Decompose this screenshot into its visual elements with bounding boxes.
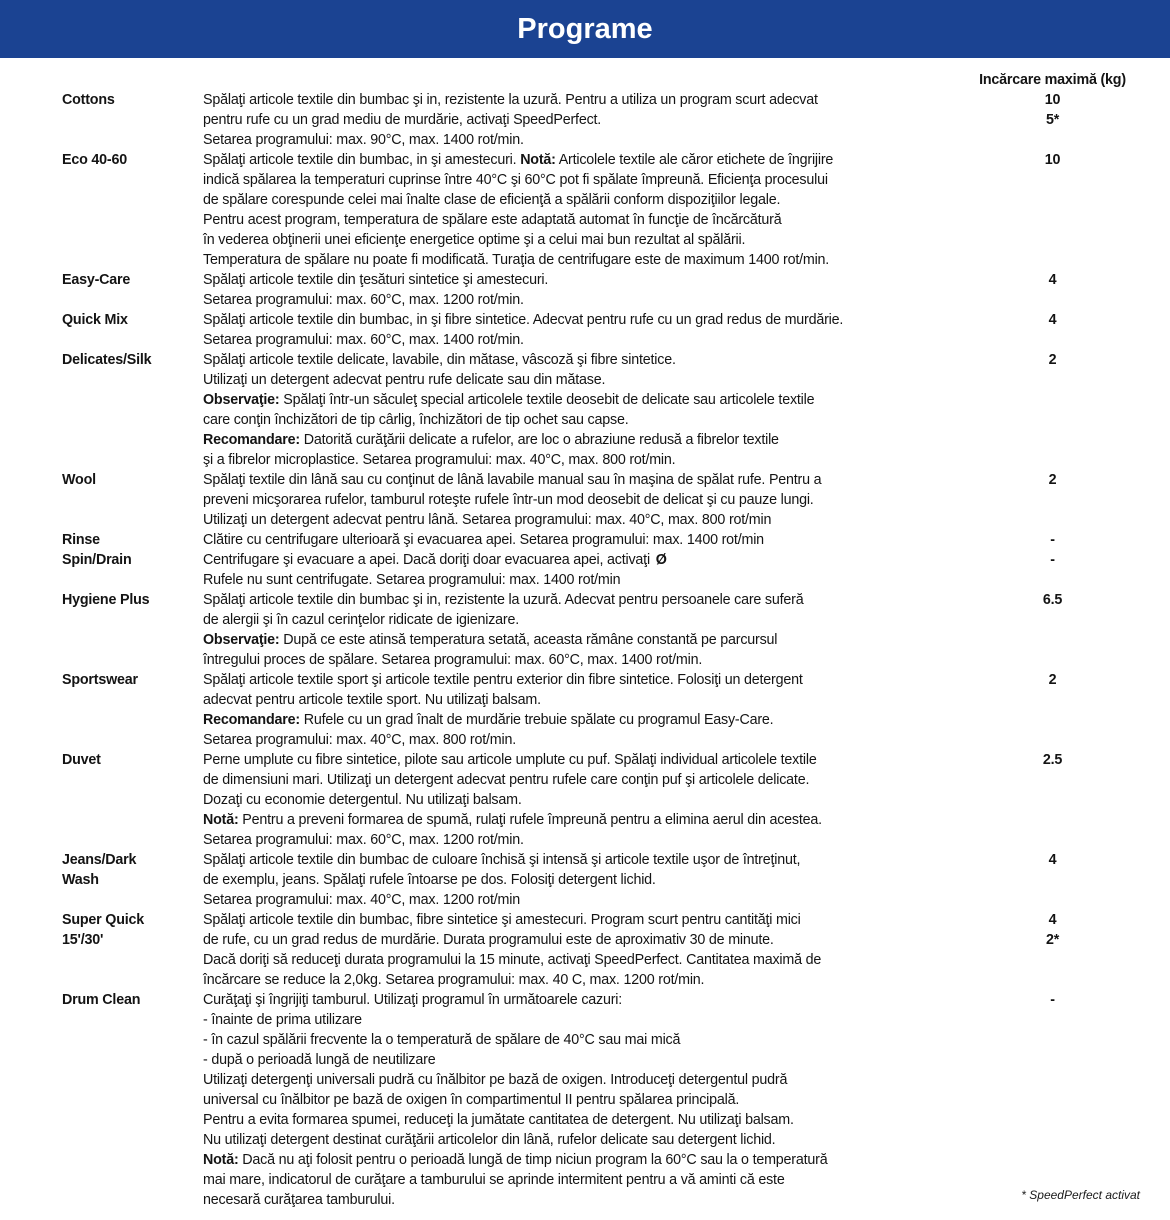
program-row [62, 990, 1140, 1210]
description-line: universal cu înălbitor pe bază de oxigen în compartimentul II pentru spălarea principală. [203, 1092, 740, 1108]
program-row [62, 550, 1140, 590]
max-load-column-header: Incărcare maximă (kg) [979, 72, 1126, 88]
description-line: Setarea programului: max. 60°C, max. 1400 rot/min. [203, 332, 524, 348]
program-name: Wool [62, 472, 96, 488]
description-line: Curăţaţi şi îngrijiţi tamburul. Utilizaţi programul în următoarele cazuri: [203, 992, 623, 1008]
max-load-values [965, 750, 1140, 850]
program-name: Spin/Drain [62, 552, 132, 568]
program-row [62, 750, 1140, 850]
program-description [203, 90, 965, 150]
description-line: Centrifugare şi evacuare a apei. Dacă doriţi doar evacuarea apei, activaţi Ø [203, 552, 667, 568]
program-name: Rinse [62, 532, 100, 548]
description-line: Recomandare: Rufele cu un grad înalt de murdărie trebuie spălate cu programul Easy-Care. [203, 712, 774, 728]
program-description [203, 350, 965, 470]
program-description [203, 670, 965, 750]
program-row [62, 470, 1140, 530]
program-name: Sportswear [62, 672, 138, 688]
max-load-values [965, 530, 1140, 550]
description-line: Setarea programului: max. 90°C, max. 1400 rot/min. [203, 132, 524, 148]
drain-icon: Ø [655, 552, 667, 568]
program-name: Super Quick 15'/30' [62, 912, 145, 948]
description-line: Notă: Pentru a preveni formarea de spumă, rulaţi rufele împreună pentru a elimina aerul din acestea. [203, 812, 822, 828]
program-row [62, 150, 1140, 270]
description-line: Recomandare: Datorită curăţării delicate a rufelor, are loc o abraziune redusă a fibrelor textile [203, 432, 779, 448]
max-load-value: - [1050, 992, 1055, 1008]
description-line: necesară curăţarea tamburului. [203, 1192, 395, 1208]
program-description [203, 470, 965, 530]
description-line: Notă: Dacă nu aţi folosit pentru o perioadă lungă de timp niciun program la 60°C sau la o temperatură [203, 1152, 828, 1168]
description-line: - în cazul spălării frecvente la o temperatură de spălare de 40°C sau mai mică [203, 1032, 681, 1048]
program-name: Delicates/Silk [62, 352, 152, 368]
program-description [203, 990, 965, 1210]
description-line: de rufe, cu un grad redus de murdărie. Durata programului este de aproximativ 30 de minute. [203, 932, 774, 948]
program-description [203, 850, 965, 910]
max-load-values [965, 590, 1140, 670]
description-line: Rufele nu sunt centrifugate. Setarea programului: max. 1400 rot/min [203, 572, 621, 588]
program-description [203, 550, 965, 590]
program-row [62, 910, 1140, 990]
description-line: Spălaţi articole textile din bumbac şi in, rezistente la uzură. Adecvat pentru persoanele care suferă [203, 592, 804, 608]
description-line: Observaţie: Spălaţi într-un săculeţ special articolele textile deosebit de delicate sau articolele textile [203, 392, 815, 408]
program-name: Easy-Care [62, 272, 131, 288]
max-load-value: 2* [1045, 932, 1060, 948]
description-line: Setarea programului: max. 40°C, max. 800 rot/min. [203, 732, 516, 748]
description-line: Spălaţi articole textile din bumbac, in şi fibre sintetice. Adecvat pentru rufe cu un grad redus de murdărie. [203, 312, 844, 328]
max-load-value: - [1050, 552, 1055, 568]
program-row [62, 530, 1140, 550]
description-line: Spălaţi articole textile din bumbac, in şi amestecuri. Notă: Articolele textile ale căror etichete de îngrijire [203, 152, 834, 168]
max-load-values [965, 850, 1140, 910]
description-line: Spălaţi textile din lână sau cu conţinut de lână lavabile manual sau în maşina de spălat rufe. Pentru a [203, 472, 822, 488]
program-row [62, 270, 1140, 310]
description-line: Dacă doriţi să reduceţi durata programului la 15 minute, activaţi SpeedPerfect. Cantitatea maximă de [203, 952, 822, 968]
description-line: Nu utilizaţi detergent destinat curăţării articolelor din lână, rufelor delicate sau detergent lichid. [203, 1132, 776, 1148]
program-name: Cottons [62, 92, 115, 108]
description-line: Pentru a evita formarea spumei, reduceţi la jumătate cantitatea de detergent. Nu utilizaţi balsam. [203, 1112, 794, 1128]
program-description [203, 910, 965, 990]
description-line: Spălaţi articole textile din bumbac de culoare închisă şi intensă şi articole textile uşor de întreţinut, [203, 852, 801, 868]
program-name: Duvet [62, 752, 101, 768]
description-line: pentru rufe cu un grad mediu de murdărie, activaţi SpeedPerfect. [203, 112, 602, 128]
program-name: Hygiene Plus [62, 592, 150, 608]
description-line: întregului proces de spălare. Setarea programului: max. 60°C, max. 1400 rot/min. [203, 652, 703, 668]
program-row [62, 590, 1140, 670]
max-load-value: 10 [1044, 152, 1061, 168]
program-description [203, 310, 965, 350]
max-load-value: 4 [1048, 312, 1057, 328]
speedperfect-footnote: * SpeedPerfect activat [1021, 1188, 1140, 1202]
description-line: indică spălarea la temperaturi cuprinse între 40°C şi 60°C pot fi spălate împreună. Eficienţa procesului [203, 172, 828, 188]
program-description [203, 590, 965, 670]
program-row [62, 350, 1140, 470]
max-load-values [965, 310, 1140, 350]
description-line: Spălaţi articole textile sport şi articole textile pentru exterior din fibre sintetice. Folosiţi un detergent [203, 672, 803, 688]
max-load-value: 2 [1048, 352, 1057, 368]
max-load-value: 5* [1045, 112, 1060, 128]
description-line: şi a fibrelor microplastice. Setarea programului: max. 40°C, max. 800 rot/min. [203, 452, 676, 468]
description-line: Setarea programului: max. 60°C, max. 1200 rot/min. [203, 292, 524, 308]
page-header-bar [0, 0, 1170, 58]
program-name: Eco 40-60 [62, 152, 127, 168]
programs-table [0, 58, 1170, 1210]
description-line: Utilizaţi detergenţi universali pudră cu înălbitor pe bază de oxigen. Introduceţi detergentul pudră [203, 1072, 788, 1088]
max-load-values [965, 910, 1140, 990]
description-line: încărcare se reduce la 2,0kg. Setarea programului: max. 40 C, max. 1200 rot/min. [203, 972, 705, 988]
table-header-row [62, 70, 1140, 90]
description-line: în vederea obţinerii unei eficienţe energetice optime şi a celui mai bun rezultat al spălării. [203, 232, 746, 248]
description-line: Pentru acest program, temperatura de spălare este adaptată automat în funcţie de încărcătură [203, 212, 782, 228]
description-line: Spălaţi articole textile din bumbac, fibre sintetice şi amestecuri. Program scurt pentru cantităţi mici [203, 912, 801, 928]
max-load-value: 4 [1048, 912, 1057, 928]
program-row [62, 670, 1140, 750]
program-name: Jeans/Dark Wash [62, 852, 137, 888]
max-load-value: 2 [1048, 472, 1057, 488]
program-description [203, 270, 965, 310]
max-load-values [965, 90, 1140, 150]
max-load-values [965, 350, 1140, 470]
program-row [62, 850, 1140, 910]
program-description [203, 530, 965, 550]
page-title: Programe [517, 13, 653, 45]
description-line: adecvat pentru articole textile sport. Nu utilizaţi balsam. [203, 692, 541, 708]
description-line: Setarea programului: max. 40°C, max. 1200 rot/min [203, 892, 520, 908]
description-line: Spălaţi articole textile din bumbac şi in, rezistente la uzură. Pentru a utiliza un program scurt adecvat [203, 92, 818, 108]
program-row [62, 310, 1140, 350]
program-name: Quick Mix [62, 312, 128, 328]
max-load-value: 4 [1048, 272, 1057, 288]
program-description [203, 150, 965, 270]
description-line: Spălaţi articole textile delicate, lavabile, din mătase, vâscoză şi fibre sintetice. [203, 352, 676, 368]
max-load-values [965, 550, 1140, 590]
description-line: preveni micşorarea rufelor, tamburul roteşte rufele într-un mod deosebit de delicat şi cu pauze lungi. [203, 492, 814, 508]
description-line: Dozaţi cu economie detergentul. Nu utilizaţi balsam. [203, 792, 522, 808]
description-line: de alergii şi în cazul cerinţelor ridicate de igienizare. [203, 612, 520, 628]
description-line: Utilizaţi un detergent adecvat pentru lână. Setarea programului: max. 40°C, max. 800 rot/min [203, 512, 772, 528]
max-load-values [965, 990, 1140, 1210]
description-line: de exemplu, jeans. Spălaţi rufele întoarse pe dos. Folosiţi detergent lichid. [203, 872, 656, 888]
description-line: Observaţie: După ce este atinsă temperatura setată, aceasta rămâne constantă pe parcursul [203, 632, 778, 648]
description-line: - după o perioadă lungă de neutilizare [203, 1052, 436, 1068]
description-line: Spălaţi articole textile din ţesături sintetice şi amestecuri. [203, 272, 549, 288]
description-line: Utilizaţi un detergent adecvat pentru rufe delicate sau din mătase. [203, 372, 606, 388]
program-row [62, 90, 1140, 150]
max-load-value: 4 [1048, 852, 1057, 868]
description-line: - înainte de prima utilizare [203, 1012, 362, 1028]
program-rows [62, 90, 1140, 1210]
max-load-values [965, 270, 1140, 310]
description-line: de spălare corespunde celei mai înalte clase de eficienţă a spălării conform dispoziţiilor legale. [203, 192, 781, 208]
max-load-value: 10 [1044, 92, 1061, 108]
description-line: care conţin închizători de tip cârlig, închizători de tip ochet sau capse. [203, 412, 629, 428]
max-load-values [965, 150, 1140, 270]
max-load-values [965, 470, 1140, 530]
program-name: Drum Clean [62, 992, 141, 1008]
program-description [203, 750, 965, 850]
description-line: Temperatura de spălare nu poate fi modificată. Turaţia de centrifugare este de maximum 1400 rot/min. [203, 252, 830, 268]
description-line: de dimensiuni mari. Utilizaţi un detergent adecvat pentru rufele care conţin puf şi articolele delicate. [203, 772, 810, 788]
description-line: Setarea programului: max. 60°C, max. 1200 rot/min. [203, 832, 524, 848]
description-line: mai mare, indicatorul de curăţare a tamburului se aprinde intermitent pentru a vă aminti că este [203, 1172, 785, 1188]
max-load-value: - [1050, 532, 1055, 548]
description-line: Clătire cu centrifugare ulterioară şi evacuarea apei. Setarea programului: max. 1400 rot/min [203, 532, 764, 548]
max-load-value: 6.5 [1042, 592, 1063, 608]
max-load-value: 2.5 [1042, 752, 1063, 768]
description-line: Perne umplute cu fibre sintetice, pilote sau articole umplute cu puf. Spălaţi individual articolele textile [203, 752, 817, 768]
max-load-value: 2 [1048, 672, 1057, 688]
max-load-values [965, 670, 1140, 750]
